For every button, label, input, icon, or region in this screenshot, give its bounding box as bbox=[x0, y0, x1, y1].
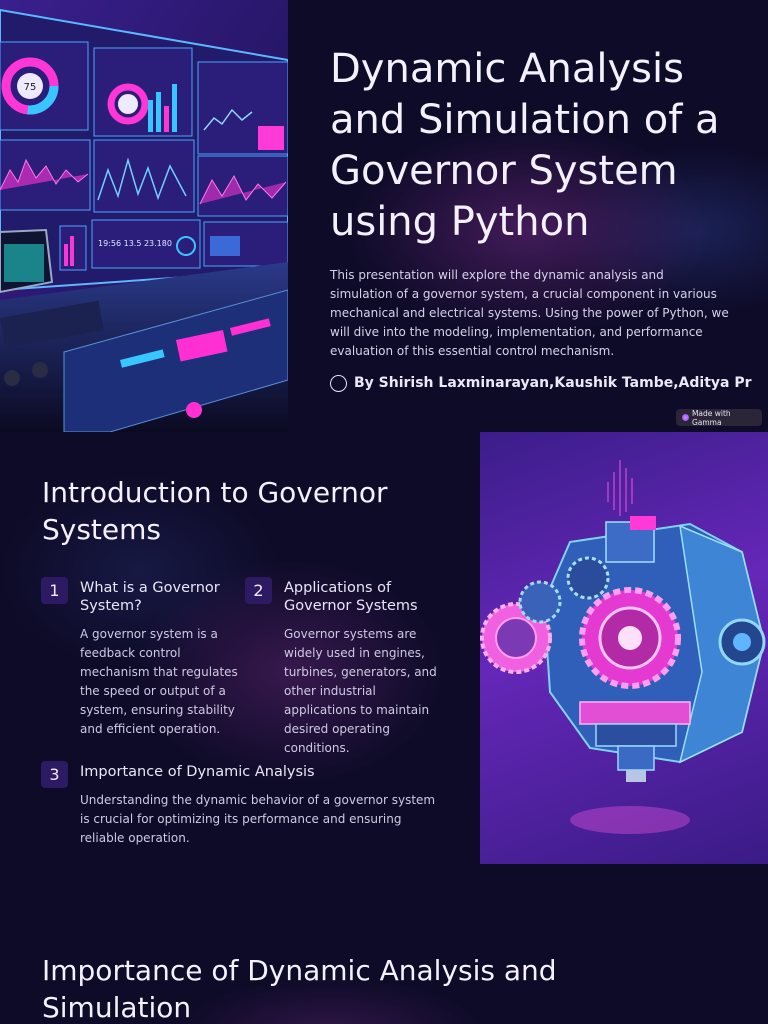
avatar-icon bbox=[330, 375, 347, 392]
item-body: Understanding the dynamic behavior of a governor system is crucial for optimizing its performance and ensuring reliable operation. bbox=[80, 793, 436, 845]
item-body: A governor system is a feedback control mechanism that regulates the speed or output of a system, ensuring stability and efficient operation. bbox=[80, 627, 238, 736]
made-with-gamma-badge[interactable] bbox=[676, 409, 762, 426]
svg-text:75: 75 bbox=[23, 82, 37, 93]
item-heading: What is a Governor System? bbox=[80, 580, 220, 614]
author-line bbox=[330, 373, 752, 393]
dashboard-control-room-image bbox=[0, 0, 288, 432]
item-body: Governor systems are widely used in engines, turbines, generators, and other industrial applications to maintain desired operating conditions. bbox=[284, 627, 437, 755]
svg-text:19:56 13.5 23.180: 19:56 13.5 23.180 bbox=[98, 239, 172, 248]
author-names: By Shirish Laxminarayan,Kaushik Tambe,Aditya Pr bbox=[354, 375, 752, 391]
intro-slide bbox=[0, 432, 768, 864]
section-title: Introduction to Governor Systems bbox=[42, 476, 388, 546]
number-badge: 1 bbox=[41, 577, 68, 604]
title-slide bbox=[0, 0, 768, 432]
presentation-description: This presentation will explore the dynamic analysis and simulation of a governor system, a crucial component in various mechanical and electrical systems. Using the power of Python, we will dive into the modeling, implementation, and performance evaluation of this essential control mechanism. bbox=[330, 268, 729, 358]
badge-label: Made with Gamma bbox=[691, 408, 731, 427]
section-title: Importance of Dynamic Analysis and Simulation bbox=[42, 954, 557, 1024]
presentation-title: Dynamic Analysis and Simulation of a Governor System using Python bbox=[330, 46, 720, 245]
item-heading: Importance of Dynamic Analysis bbox=[80, 764, 315, 780]
number-badge: 2 bbox=[245, 577, 272, 604]
governor-engine-image bbox=[480, 432, 768, 864]
importance-slide bbox=[0, 864, 768, 1024]
item-heading: Applications of Governor Systems bbox=[284, 580, 418, 614]
gamma-logo-icon bbox=[682, 414, 689, 421]
number-badge: 3 bbox=[41, 761, 68, 788]
